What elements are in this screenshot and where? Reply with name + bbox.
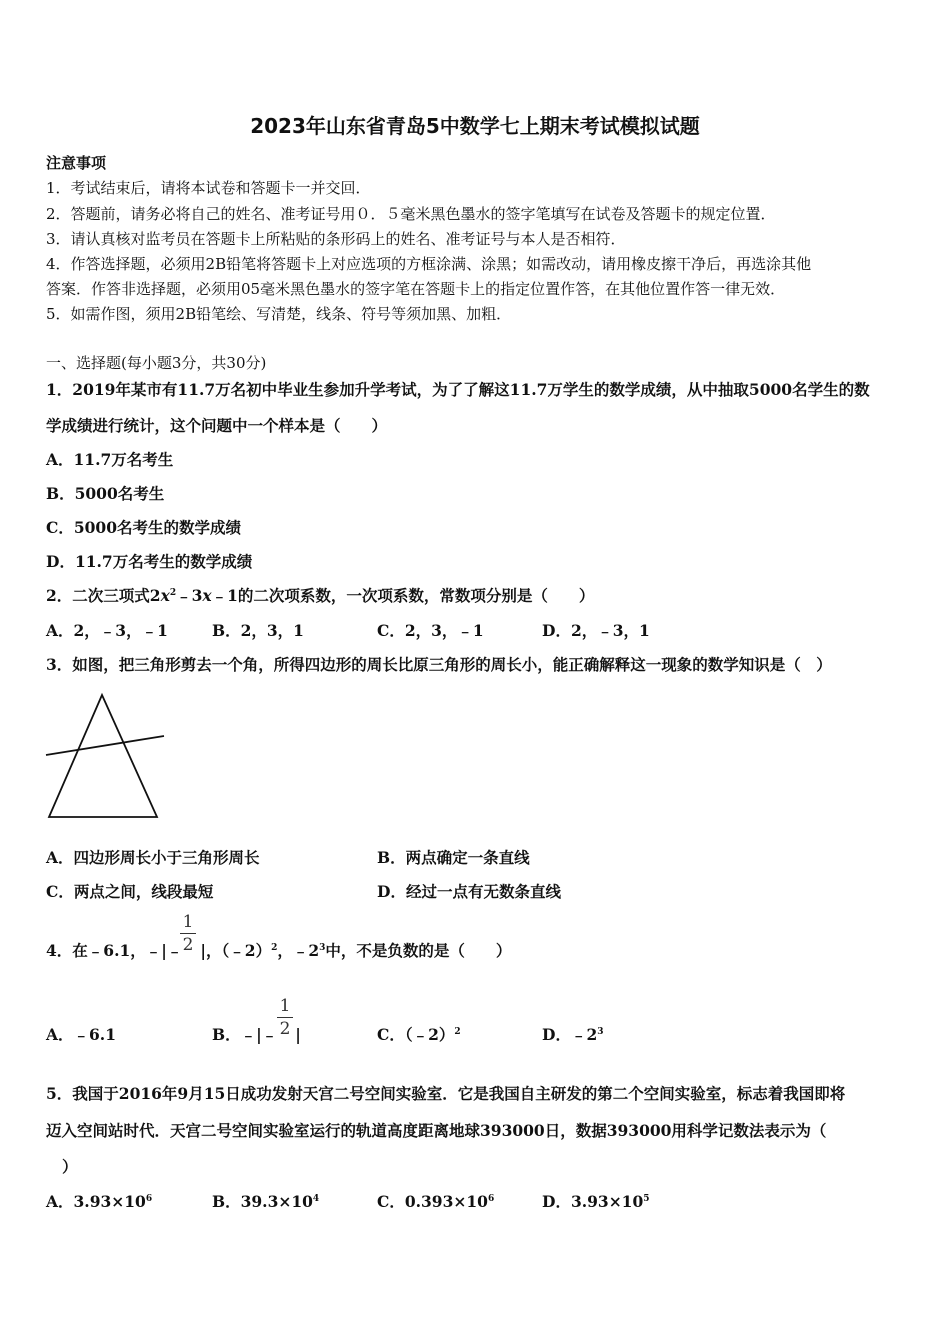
q4-option-b: B．﹣|﹣ | — [212, 1025, 301, 1044]
fraction-denominator: 2 — [279, 1019, 291, 1039]
q2-option-c: C．2，3，﹣1 — [377, 621, 484, 640]
q5-option-c: C．$0.393\times 10^6$ — [377, 1192, 495, 1211]
q3-triangle-figure — [40, 688, 172, 824]
fraction-bar — [180, 933, 196, 934]
q3-option-c: C．两点之间，线段最短 — [46, 882, 214, 901]
q1-option-a: A．11.7万名考生 — [46, 450, 174, 469]
q4-stem-fraction — [180, 913, 196, 954]
q3-option-a: A．四边形周长小于三角形周长 — [46, 848, 260, 867]
q4-option-d: D．$﹣2^3$ — [542, 1025, 604, 1044]
notice-item-4: 4．作答选择题，必须用2B铅笔将答题卡上对应选项的方框涂满、涂黑；如需改动，请用橡皮擦干净后，再选涂其他 — [46, 255, 812, 273]
fraction-numerator: 1 — [279, 996, 291, 1016]
q1-option-c: C．5000名考生的数学成绩 — [46, 518, 241, 537]
fraction-bar — [277, 1017, 293, 1018]
fraction-denominator: 2 — [182, 935, 194, 955]
q1-stem-line1: 1．2019年某市有11.7万名初中毕业生参加升学考试，为了了解这11.7万学生的数学成绩，从中抽取5000名学生的数 — [46, 380, 870, 399]
section-heading: 一、选择题(每小题3分，共30分) — [46, 354, 267, 372]
cut-line — [46, 736, 164, 755]
q3-option-d: D．经过一点有无数条直线 — [377, 882, 561, 901]
q2-option-b: B．2，3，1 — [212, 621, 304, 640]
q5-option-d: D．$3.93\times 10^5$ — [542, 1192, 650, 1211]
q5-option-a: A．$3.93\times 10^6$ — [46, 1192, 153, 1211]
notice-item-2: 2．答题前，请务必将自己的姓名、准考证号用０．５毫米黑色墨水的签字笔填写在试卷及答题卡的规定位置． — [46, 205, 776, 223]
notice-item-4-cont: 答案．作答非选择题，必须用05毫米黑色墨水的签字笔在答题卡上的指定位置作答，在其他位置作答一律无效． — [46, 280, 786, 298]
q2-stem: 2．二次三项式$2x^2﹣3x﹣1$的二次项系数，一次项系数，常数项分别是（ ） — [46, 586, 595, 605]
q4-option-a: A．﹣6.1 — [46, 1025, 116, 1044]
notice-item-3: 3．请认真核对监考员在答题卡上所粘贴的条形码上的姓名、准考证号与本人是否相符． — [46, 230, 626, 248]
q4-option-c: C．（﹣2）$^2$ — [377, 1025, 461, 1044]
q2-option-d: D．2，﹣3，1 — [542, 621, 650, 640]
q4-stem: 4．在﹣6.1，﹣|﹣ |，（﹣2）$^2$，$﹣2^3$中，不是负数的是（ ） — [46, 941, 512, 960]
q5-option-b: B．$39.3\times 10^4$ — [212, 1192, 320, 1211]
triangle-shape — [49, 695, 157, 817]
q5-stem-line2: 迈入空间站时代．天宫二号空间实验室运行的轨道高度距离地球393000日，数据393000用科学记数法表示为（ — [46, 1121, 827, 1140]
q5-stem-line1: 5．我国于2016年9月15日成功发射天宫二号空间实验室．它是我国自主研发的第二个空间实验室，标志着我国即将 — [46, 1084, 846, 1103]
notice-item-5: 5．如需作图，须用2B铅笔绘、写清楚，线条、符号等须加黑、加粗． — [46, 305, 512, 323]
q1-stem-line2: 学成绩进行统计，这个问题中一个样本是（ ） — [46, 416, 388, 435]
q4-option-b-fraction — [277, 997, 293, 1038]
q5-stem-line3: ） — [62, 1157, 78, 1176]
q1-option-b: B．5000名考生 — [46, 484, 165, 503]
q2-option-a: A．2，﹣3，﹣1 — [46, 621, 168, 640]
notice-heading: 注意事项 — [46, 154, 107, 172]
q1-option-d: D．11.7万名考生的数学成绩 — [46, 552, 253, 571]
q3-stem: 3．如图，把三角形剪去一个角，所得四边形的周长比原三角形的周长小，能正确解释这一现象的数学知识是（ ） — [46, 655, 832, 674]
fraction-numerator: 1 — [182, 912, 194, 932]
notice-item-1: 1．考试结束后，请将本试卷和答题卡一并交回． — [46, 179, 371, 197]
page-title: 2023年山东省青岛5中数学七上期末考试模拟试题 — [250, 114, 700, 138]
q3-option-b: B．两点确定一条直线 — [377, 848, 530, 867]
